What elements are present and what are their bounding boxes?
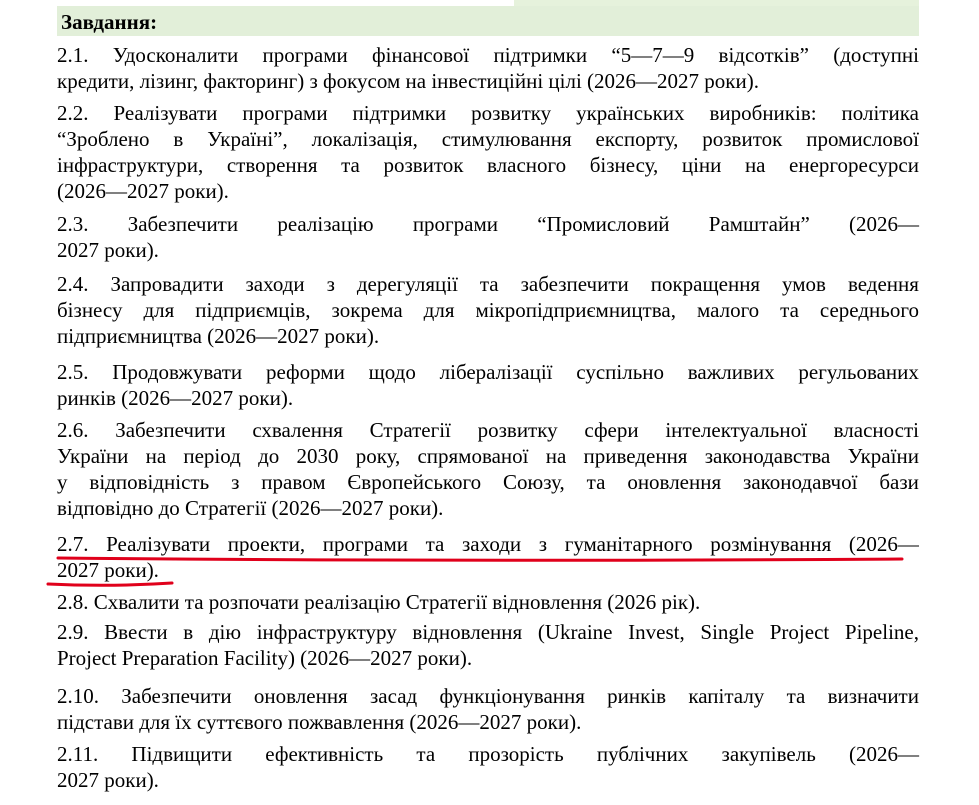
red-underline-stroke-2: [48, 583, 172, 585]
task-item-4: [57, 271, 919, 349]
task-item-6: [57, 417, 919, 521]
task-item-line: інфраструктури, створення та розвиток власного бізнесу, ціни на енергоресурси: [57, 153, 919, 177]
task-item-line: 2027 роки).: [57, 558, 159, 582]
task-item-line: 2027 роки).: [57, 238, 159, 262]
task-item-2: [57, 100, 919, 204]
task-item-line: 2.2. Реалізувати програми підтримки розвитку українських виробників: політика: [57, 101, 919, 125]
task-item-line: 2.7. Реалізувати проекти, програми та заходи з гуманітарного розмінування (2026—: [57, 532, 919, 556]
task-item-line: “Зроблено в Україні”, локалізація, стимулювання експорту, розвиток промислової: [57, 127, 919, 151]
task-item-7: [57, 531, 919, 583]
task-item-line: 2.9. Ввести в дію інфраструктуру відновлення (Ukraine Invest, Single Project Pipeline,: [57, 620, 919, 644]
task-item-3: [57, 211, 919, 263]
task-item-line: (2026—2027 роки).: [57, 179, 229, 203]
task-item-line: 2.6. Забезпечити схвалення Стратегії розвитку сфери інтелектуальної власності: [57, 418, 919, 442]
task-item-line: бізнесу для підприємців, зокрема для мікропідприємництва, малого та середнього: [57, 298, 919, 322]
task-item-line: 2.8. Схвалити та розпочати реалізацію Стратегії відновлення (2026 рік).: [57, 590, 701, 614]
task-item-5: [57, 359, 919, 411]
task-item-line: підстави для їх суттєвого пожвавлення (2026—2027 роки).: [57, 710, 582, 734]
task-item-line: ринків (2026—2027 роки).: [57, 386, 294, 410]
task-item-line: підприємництва (2026—2027 роки).: [57, 324, 380, 348]
tasks-heading: Завдання:: [61, 10, 158, 34]
task-item-line: відповідно до Стратегії (2026—2027 роки).: [57, 496, 444, 520]
task-item-line: 2.10. Забезпечити оновлення засад функціонування ринків капіталу та визначити: [57, 684, 919, 708]
task-item-line: у відповідність з правом Європейського Союзу, та оновлення законодавчої бази: [57, 470, 919, 494]
task-item-9: [57, 619, 919, 671]
task-item-line: Project Preparation Facility) (2026—2027 роки).: [57, 646, 473, 670]
task-item-line: України на період до 2030 року, спрямованої на приведення законодавства України: [57, 444, 919, 468]
task-item-line: 2.5. Продовжувати реформи щодо лібералізації суспільно важливих регульованих: [57, 360, 919, 384]
task-item-8: [57, 589, 919, 615]
tasks-header-row: [57, 6, 919, 36]
task-item-10: [57, 683, 919, 735]
task-item-11: [57, 741, 919, 793]
task-item-line: кредити, лізинг, факторинг) з фокусом на інвестиційні цілі (2026—2027 роки).: [57, 69, 759, 93]
task-item-line: 2027 роки).: [57, 768, 159, 792]
task-item-line: 2.1. Удосконалити програми фінансової підтримки “5—7—9 відсотків” (доступні: [57, 43, 919, 67]
task-item-line: 2.11. Підвищити ефективність та прозорість публічних закупівель (2026—: [57, 742, 919, 766]
task-item-1: [57, 42, 919, 94]
task-item-line: 2.4. Запровадити заходи з дерегуляції та забезпечити покращення умов ведення: [57, 272, 919, 296]
task-item-line: 2.3. Забезпечити реалізацію програми “Промисловий Рамштайн” (2026—: [57, 212, 919, 236]
